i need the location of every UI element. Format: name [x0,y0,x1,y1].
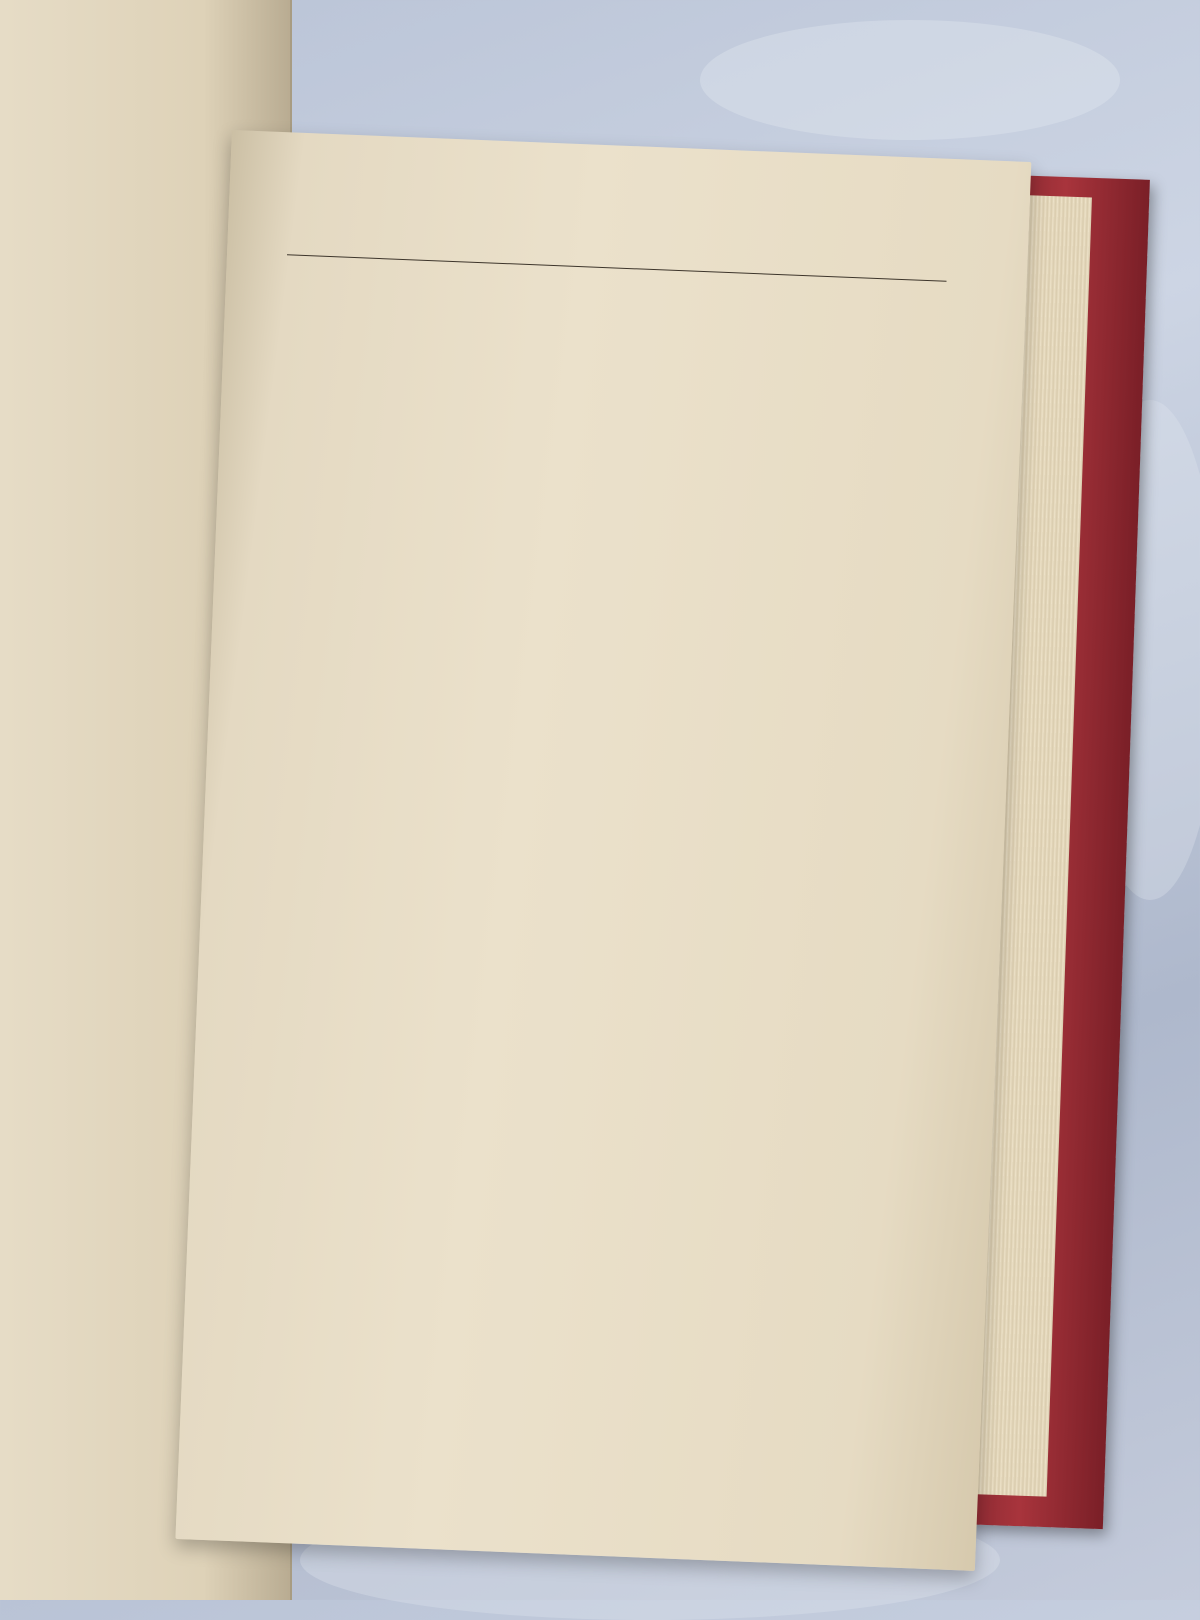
paragraph-barbe [284,282,965,309]
cloth-fold [700,20,1120,140]
paragraph-lynx-chat [245,945,928,972]
section-heading [203,859,1002,891]
right-page [175,130,1031,1571]
running-head [287,214,948,281]
paragraph-lynx-fable [245,941,928,968]
section-body [245,941,929,972]
left-page-text [0,0,292,75]
